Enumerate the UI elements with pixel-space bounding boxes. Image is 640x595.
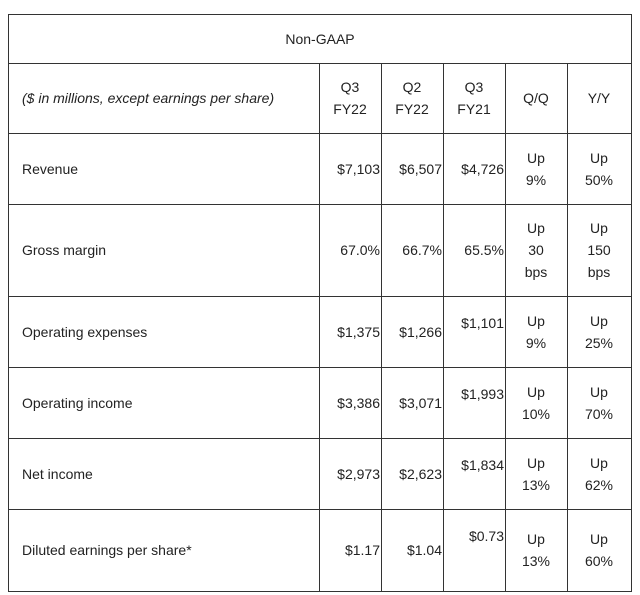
change-line: Up — [527, 312, 545, 329]
value-cell-q3fy21: $1,834 — [461, 457, 504, 473]
value-cell-q2fy22: 66.7% — [402, 242, 442, 258]
change-line: bps — [587, 264, 611, 280]
grid-line — [631, 14, 632, 592]
column-header-q2fy22 — [381, 63, 443, 133]
change-line: 30 — [528, 242, 544, 258]
column-header-line: Q3 — [340, 79, 360, 95]
change-cell-qq — [505, 509, 567, 591]
change-cell-yy — [567, 438, 631, 509]
change-line: Up — [590, 454, 608, 471]
change-line: 60% — [584, 553, 614, 569]
value-cell-q3fy21: $0.73 — [468, 528, 504, 544]
column-header-line: Q3 — [464, 79, 484, 95]
change-line: Up — [527, 220, 545, 236]
row-label: Operating income — [22, 394, 133, 411]
change-line: 9% — [525, 171, 547, 188]
change-line: Up — [527, 454, 545, 471]
value-cell-q3fy21: $4,726 — [461, 160, 504, 177]
column-header-line: Q/Q — [523, 90, 549, 106]
units-label: ($ in millions, except earnings per share) — [22, 90, 275, 106]
change-line: 13% — [521, 553, 551, 569]
change-line: bps — [524, 264, 548, 280]
value-cell-q3fy21: $1,101 — [461, 315, 504, 331]
change-line: 13% — [521, 476, 551, 493]
change-line: 150 — [587, 242, 611, 258]
grid-line — [8, 591, 632, 592]
value-cell-q3fy22: $1.17 — [344, 542, 380, 558]
column-header-line: FY22 — [395, 101, 429, 117]
value-cell-q2fy22: $6,507 — [399, 160, 442, 177]
row-label: Net income — [22, 465, 93, 482]
row-label: Revenue — [22, 160, 79, 177]
value-cell-q3fy21: $1,993 — [461, 386, 504, 402]
change-cell-yy — [567, 509, 631, 591]
value-cell-q3fy22: $1,375 — [337, 323, 380, 340]
change-line: Up — [527, 149, 545, 166]
column-header-q3fy22 — [319, 63, 381, 133]
change-cell-yy — [567, 133, 631, 204]
financial-table — [8, 14, 632, 592]
value-cell-q3fy21: 65.5% — [464, 242, 504, 258]
change-line: Up — [590, 220, 608, 236]
column-header-qq — [505, 63, 567, 133]
value-cell-q3fy22: $7,103 — [337, 160, 380, 177]
change-line: Up — [527, 383, 545, 400]
change-line: 62% — [584, 476, 614, 493]
row-label: Operating expenses — [22, 323, 148, 340]
value-cell-q2fy22: $2,623 — [399, 465, 442, 482]
column-header-line: Q2 — [402, 79, 422, 95]
change-line: 10% — [521, 405, 551, 422]
change-line: Up — [527, 531, 545, 547]
row-label: Diluted earnings per share* — [22, 542, 192, 558]
value-cell-q2fy22: $1.04 — [406, 542, 442, 558]
change-cell-yy — [567, 204, 631, 296]
change-line: Up — [590, 312, 608, 329]
change-line: Up — [590, 383, 608, 400]
change-line: Up — [590, 531, 608, 547]
change-cell-qq — [505, 204, 567, 296]
column-header-line: Y/Y — [587, 90, 611, 106]
change-cell-yy — [567, 367, 631, 438]
row-label: Gross margin — [22, 242, 107, 258]
column-header-q3fy21 — [443, 63, 505, 133]
change-cell-qq — [505, 296, 567, 367]
change-cell-yy — [567, 296, 631, 367]
change-line: 25% — [584, 334, 614, 351]
value-cell-q3fy22: $3,386 — [337, 394, 380, 411]
column-header-line: FY22 — [333, 101, 367, 117]
change-cell-qq — [505, 367, 567, 438]
value-cell-q3fy22: $2,973 — [337, 465, 380, 482]
value-cell-q2fy22: $1,266 — [399, 323, 442, 340]
change-line: 50% — [584, 171, 614, 188]
change-line: 9% — [525, 334, 547, 351]
change-line: Up — [590, 149, 608, 166]
table-title: Non-GAAP — [285, 30, 355, 47]
value-cell-q3fy22: 67.0% — [340, 242, 380, 258]
column-header-line: FY21 — [457, 101, 491, 117]
column-header-yy — [567, 63, 631, 133]
value-cell-q2fy22: $3,071 — [399, 394, 442, 411]
change-cell-qq — [505, 133, 567, 204]
change-line: 70% — [584, 405, 614, 422]
change-cell-qq — [505, 438, 567, 509]
